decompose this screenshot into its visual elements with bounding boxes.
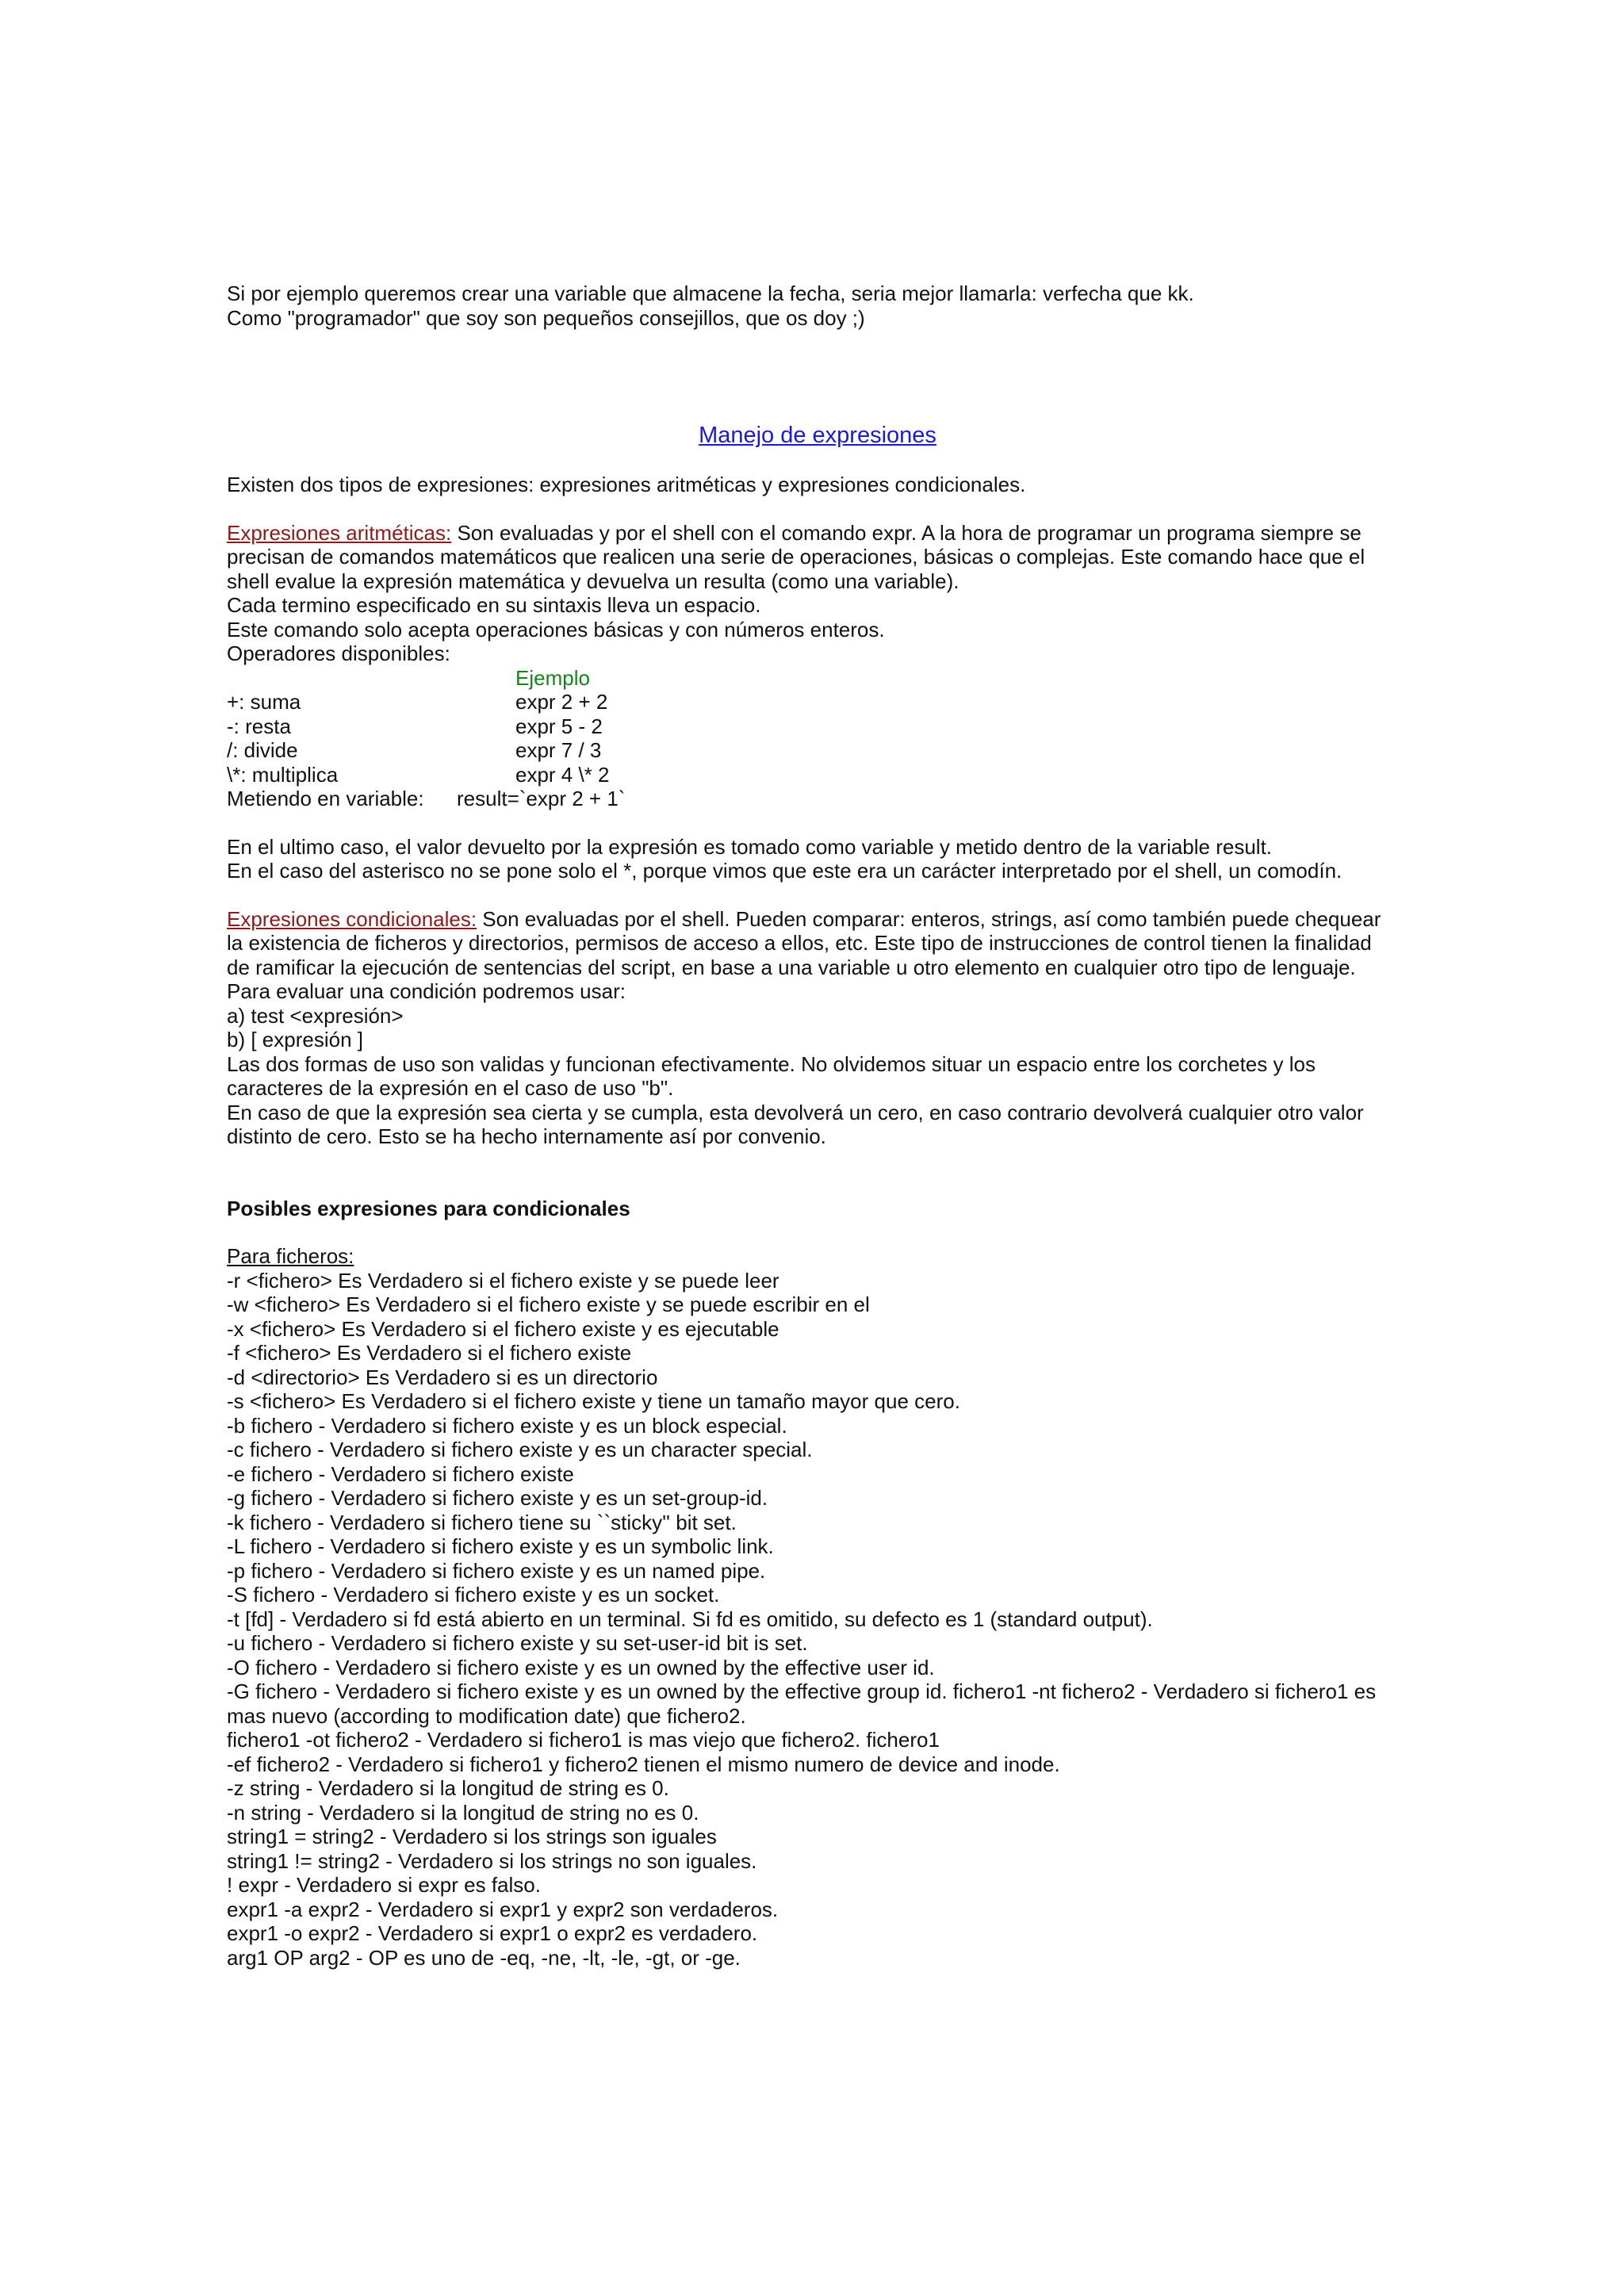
arith-line-5: Este comando solo acepta operaciones básicas y con números enteros. bbox=[227, 617, 885, 641]
operator-example: expr 4 \* 2 bbox=[515, 762, 610, 787]
variable-row bbox=[227, 787, 1408, 811]
list-item: -s <fichero> Es Verdadero si el fichero existe y tiene un tamaño mayor que cero. bbox=[227, 1389, 960, 1413]
cond-line-5: a) test <expresión> bbox=[227, 1003, 404, 1028]
operator-row bbox=[227, 714, 1408, 739]
types-paragraph: Existen dos tipos de expresiones: expresiones aritméticas y expresiones condicionales. bbox=[227, 473, 1026, 496]
cond-label: Expresiones condicionales: bbox=[227, 906, 477, 931]
list-item: -k fichero - Verdadero si fichero tiene su ``sticky'' bit set. bbox=[227, 1510, 737, 1534]
list-item: -ef fichero2 - Verdadero si fichero1 y fichero2 tienen el mismo numero de device and inode. bbox=[227, 1752, 1060, 1776]
list-item: -p fichero - Verdadero si fichero existe y es un named pipe. bbox=[227, 1558, 766, 1583]
list-item: string1 = string2 - Verdadero si los strings son iguales bbox=[227, 1825, 717, 1848]
arith-note-1: En el ultimo caso, el valor devuelto por la expresión es tomado como variable y metido dentro de la variable result. bbox=[227, 834, 1273, 859]
document-page bbox=[227, 281, 1408, 1970]
list-item: -n string - Verdadero si la longitud de string no es 0. bbox=[227, 1800, 699, 1825]
arith-text: Son evaluadas y por el shell con el comando expr. A la hora de programar un programa siempre se bbox=[451, 520, 1362, 545]
arith-note-2: En el caso del asterisco no se pone solo el *, porque vimos que este era un carácter interpretado por el shell, un comodín. bbox=[227, 859, 1342, 883]
cond-line-2: la existencia de ficheros y directorios, permisos de acceso a ellos, etc. Este tipo de instrucciones de control tienen la finalidad bbox=[227, 931, 1372, 955]
list-item: -d <directorio> Es Verdadero si es un directorio bbox=[227, 1365, 658, 1389]
example-header-row bbox=[227, 666, 1408, 691]
list-item: ! expr - Verdadero si expr es falso. bbox=[227, 1873, 541, 1897]
possible-heading: Posibles expresiones para condicionales bbox=[227, 1196, 630, 1220]
cond-line-4: Para evaluar una condición podremos usar: bbox=[227, 979, 626, 1003]
arith-line-1 bbox=[227, 521, 1408, 546]
list-item: -x <fichero> Es Verdadero si el fichero existe y es ejecutable bbox=[227, 1316, 779, 1341]
spacer bbox=[227, 330, 1408, 422]
arith-line-4: Cada termino especificado en su sintaxis lleva un espacio. bbox=[227, 593, 761, 617]
list-item: -G fichero - Verdadero si fichero existe y es un owned by the effective group id. fichero1 -nt fichero2 - Verdadero si fichero1 es bbox=[227, 1679, 1377, 1703]
list-item: -w <fichero> Es Verdadero si el fichero existe y se puede escribir en el bbox=[227, 1293, 870, 1316]
list-item: fichero1 -ot fichero2 - Verdadero si fichero1 is mas viejo que fichero2. fichero1 bbox=[227, 1728, 940, 1752]
spacer bbox=[227, 811, 1408, 835]
operator-example: expr 5 - 2 bbox=[515, 714, 603, 738]
list-item: -r <fichero> Es Verdadero si el fichero existe y se puede leer bbox=[227, 1268, 779, 1293]
arith-line-2: precisan de comandos matemáticos que realicen una serie de operaciones, básicas o complejas. Este comando hace que el bbox=[227, 545, 1365, 569]
section-title: Manejo de expresiones bbox=[699, 423, 936, 448]
spacer bbox=[227, 497, 1408, 521]
variable-example: result=`expr 2 + 1` bbox=[457, 787, 626, 810]
list-item: -O fichero - Verdadero si fichero existe y es un owned by the effective user id. bbox=[227, 1655, 935, 1679]
list-item: arg1 OP arg2 - OP es uno de -eq, -ne, -lt, -le, -gt, or -ge. bbox=[227, 1945, 741, 1970]
arith-line-3: shell evalue la expresión matemática y devuelva un resulta (como una variable). bbox=[227, 569, 959, 593]
spacer bbox=[227, 1220, 1408, 1244]
list-item: -S fichero - Verdadero si fichero existe y es un socket. bbox=[227, 1583, 720, 1607]
list-item: -c fichero - Verdadero si fichero existe y es un character special. bbox=[227, 1438, 813, 1461]
cond-line-3: de ramificar la ejecución de sentencias del script, en base a una variable u otro elemento en cualquier otro tipo de lenguaje. bbox=[227, 955, 1356, 979]
list-item: string1 != string2 - Verdadero si los strings no son iguales. bbox=[227, 1848, 757, 1873]
operator-row bbox=[227, 763, 1408, 787]
list-item: mas nuevo (according to modification date) que fichero2. bbox=[227, 1703, 746, 1728]
operator-row bbox=[227, 690, 1408, 714]
spacer bbox=[227, 1173, 1408, 1197]
cond-line-10: distinto de cero. Esto se ha hecho internamente así por convenio. bbox=[227, 1124, 826, 1148]
cond-line-6: b) [ expresión ] bbox=[227, 1028, 363, 1051]
list-item: -L fichero - Verdadero si fichero existe y es un symbolic link. bbox=[227, 1534, 774, 1558]
operator-name: +: suma bbox=[227, 690, 301, 714]
variable-label: Metiendo en variable: bbox=[227, 787, 424, 810]
cond-line-8: caracteres de la expresión en el caso de uso "b". bbox=[227, 1076, 674, 1100]
operator-name: \*: multiplica bbox=[227, 762, 339, 787]
operator-name: /: divide bbox=[227, 738, 298, 762]
list-item: -b fichero - Verdadero si fichero existe y es un block especial. bbox=[227, 1413, 787, 1438]
intro-line-1: Si por ejemplo queremos crear una variable que almacene la fecha, seria mejor llamarla: verfecha que kk. bbox=[227, 281, 1194, 305]
list-item: -z string - Verdadero si la longitud de string es 0. bbox=[227, 1776, 669, 1800]
operator-example: expr 2 + 2 bbox=[515, 690, 608, 714]
list-item: expr1 -o expr2 - Verdadero si expr1 o expr2 es verdadero. bbox=[227, 1921, 758, 1945]
arith-label: Expresiones aritméticas: bbox=[227, 520, 452, 545]
example-header: Ejemplo bbox=[515, 665, 590, 690]
cond-line-7: Las dos formas de uso son validas y funcionan efectivamente. No olvidemos situar un espacio entre los corchetes y los bbox=[227, 1051, 1316, 1076]
cond-line-9: En caso de que la expresión sea cierta y se cumpla, esta devolverá un cero, en caso contrario devolverá cualquier otro valor bbox=[227, 1100, 1364, 1124]
operator-example: expr 7 / 3 bbox=[515, 738, 602, 762]
list-item: -t [fd] - Verdadero si fd está abierto en un terminal. Si fd es omitido, su defecto es 1 (standard output). bbox=[227, 1607, 1153, 1631]
spacer bbox=[227, 449, 1408, 473]
list-item: -g fichero - Verdadero si fichero existe y es un set-group-id. bbox=[227, 1486, 768, 1510]
arith-line-6: Operadores disponibles: bbox=[227, 641, 450, 665]
cond-text: Son evaluadas por el shell. Pueden comparar: enteros, strings, así como también puede chequear bbox=[477, 906, 1381, 931]
list-item: expr1 -a expr2 - Verdadero si expr1 y expr2 son verdaderos. bbox=[227, 1897, 779, 1921]
spacer bbox=[227, 883, 1408, 907]
cond-line-1 bbox=[227, 907, 1408, 932]
spacer bbox=[227, 1149, 1408, 1173]
file-conditions-list bbox=[227, 1269, 1408, 1970]
operator-row bbox=[227, 738, 1408, 763]
operator-name: -: resta bbox=[227, 714, 291, 738]
list-item: -f <fichero> Es Verdadero si el fichero existe bbox=[227, 1341, 632, 1365]
list-item: -e fichero - Verdadero si fichero existe bbox=[227, 1461, 574, 1486]
list-item: -u fichero - Verdadero si fichero existe y su set-user-id bit is set. bbox=[227, 1631, 808, 1655]
files-heading: Para ficheros: bbox=[227, 1244, 354, 1268]
intro-line-2: Como "programador" que soy son pequeños consejillos, que os doy ;) bbox=[227, 305, 865, 330]
